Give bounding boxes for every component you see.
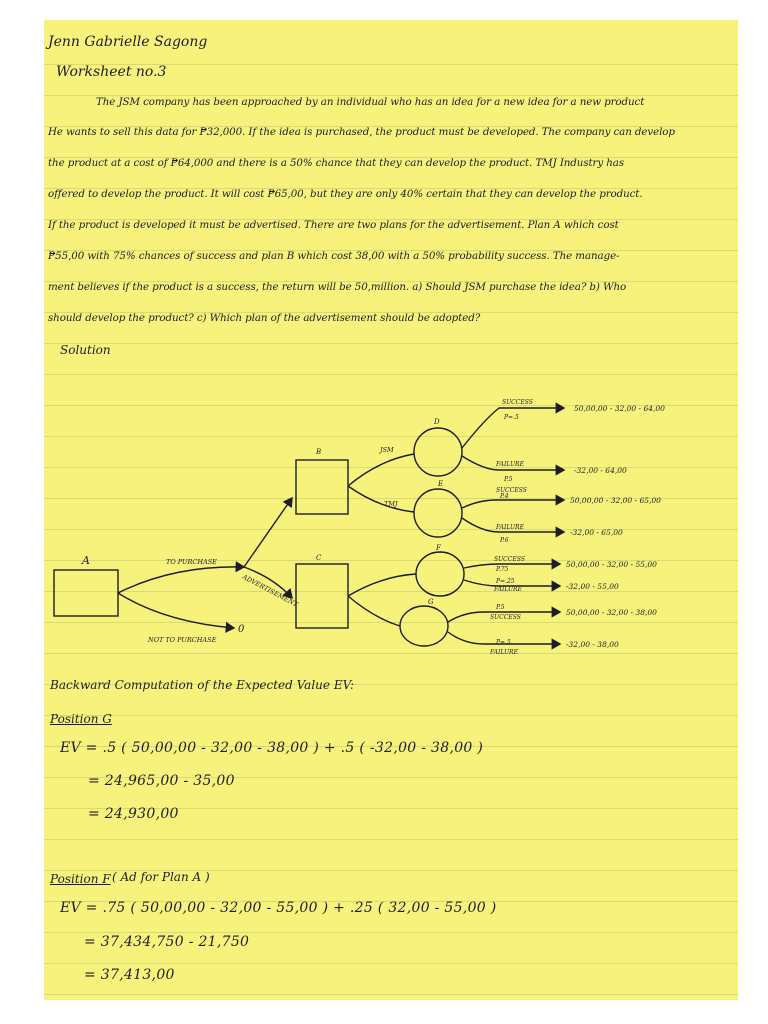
branch-label-not-purchase: NOT TO PURCHASE xyxy=(148,636,217,644)
problem-statement xyxy=(44,20,738,340)
position-g-heading: Position G xyxy=(50,712,112,726)
outcome-value: 50,00,00 - 32,00 - 55,00 xyxy=(566,560,657,569)
decision-tree xyxy=(44,360,738,656)
problem-line: offered to develop the product. It will cost ₱65,00, but they are only 40% certain that they can develop the product. xyxy=(48,188,643,200)
branch-not-purchase xyxy=(118,593,234,628)
problem-line: If the product is developed it must be advertised. There are two plans for the advertisement. Plan A which cost xyxy=(48,219,619,231)
chance-node-g xyxy=(400,606,448,646)
position-g-result: = 24,930,00 xyxy=(88,806,179,822)
decision-node-b xyxy=(296,460,348,514)
problem-line: He wants to sell this data for ₱32,000. If the idea is purchased, the product must be developed. The company can develop xyxy=(48,126,675,138)
outcome-prob: P.75 xyxy=(496,566,509,573)
node-label-a: A xyxy=(82,554,90,567)
outcome-label: FAILURE xyxy=(490,649,518,656)
computation-heading: Backward Computation of the Expected Value EV: xyxy=(50,678,355,692)
branch-to-g xyxy=(348,596,400,626)
branch-label-advertisement: ADVERTISEMENT xyxy=(241,572,300,609)
outcome-label: SUCCESS xyxy=(490,614,521,621)
problem-line: the product at a cost of ₱64,000 and there is a 50% chance that they can develop the product. TMJ Industry has xyxy=(48,157,625,169)
position-f-result: = 37,413,00 xyxy=(84,967,175,983)
node-label-e: E xyxy=(438,480,444,488)
position-g-line: = 24,965,00 - 35,00 xyxy=(88,773,235,789)
outcome-value: 50,00,00 - 32,00 - 64,00 xyxy=(574,404,665,413)
node-label-d: D xyxy=(434,418,440,426)
outcome-prob: P=.25 xyxy=(496,578,515,585)
decision-node-c xyxy=(296,564,348,628)
outcome-label: FAILURE xyxy=(496,524,524,531)
outcome-prob: P.5 xyxy=(496,604,505,611)
outcome-prob: P=.5 xyxy=(504,414,519,421)
node-label-g: G xyxy=(428,598,434,606)
notebook-page xyxy=(44,20,738,1000)
outcome-branch xyxy=(464,564,560,568)
outcome-value: 50,00,00 - 32,00 - 38,00 xyxy=(566,608,657,617)
outcome-label: SUCCESS xyxy=(502,399,533,406)
node-label-b: B xyxy=(316,448,322,456)
branch-label-jsm: JSM xyxy=(380,446,394,454)
chance-node-e xyxy=(414,489,462,537)
outcome-label: SUCCESS xyxy=(494,556,525,563)
outcome-label: FAILURE xyxy=(494,586,522,593)
branch-label-tmj: TMJ xyxy=(384,500,398,508)
problem-line: ment believes if the product is a success, the return will be 50,million. a) Should JSM purchase the idea? b) Who xyxy=(48,281,627,293)
outcome-value: -32,00 - 65,00 xyxy=(570,528,623,537)
position-f-line: EV = .75 ( 50,00,00 - 32,00 - 55,00 ) + .25 ( 32,00 - 55,00 ) xyxy=(60,900,497,916)
branch-jsm xyxy=(348,454,414,486)
branch-tmj xyxy=(348,486,414,512)
problem-line: The JSM company has been approached by an individual who has an idea for a new idea for a new product xyxy=(96,96,645,108)
outcome-value: -32,00 - 38,00 xyxy=(566,640,619,649)
outcome-label: SUCCESS xyxy=(496,487,527,494)
outcome-prob: P.5 xyxy=(504,476,513,483)
outcome-prob: P=.5 xyxy=(496,639,511,646)
branch-label-to-purchase: TO PURCHASE xyxy=(166,558,217,566)
position-g-line: EV = .5 ( 50,00,00 - 32,00 - 38,00 ) + .5 ( -32,00 - 38,00 ) xyxy=(60,740,484,756)
outcome-label: FAILURE xyxy=(496,461,524,468)
chance-node-f xyxy=(416,552,464,596)
decision-node-a xyxy=(54,570,118,616)
branch-to-f xyxy=(348,574,416,596)
outcome-branch xyxy=(462,500,564,508)
node-label-c: C xyxy=(316,554,322,562)
solution-label: Solution xyxy=(60,343,111,357)
end-node: 0 xyxy=(238,624,245,635)
outcome-value: -32,00 - 55,00 xyxy=(566,582,619,591)
position-f-heading: Position F xyxy=(50,872,111,886)
problem-line: should develop the product? c) Which plan of the advertisement should be adopted? xyxy=(48,312,481,324)
outcome-prob: P.6 xyxy=(500,537,509,544)
problem-line: ₱55,00 with 75% chances of success and plan B which cost 38,00 with a 50% probability success. The manage- xyxy=(48,250,620,262)
branch-to-purchase xyxy=(118,567,244,593)
author-name: Jenn Gabrielle Sagong xyxy=(48,34,208,50)
chance-node-d xyxy=(414,428,462,476)
position-f-note: ( Ad for Plan A ) xyxy=(112,870,210,884)
node-label-f: F xyxy=(436,544,441,552)
branch-to-b xyxy=(244,498,292,567)
worksheet-title: Worksheet no.3 xyxy=(56,64,167,80)
position-f-line: = 37,434,750 - 21,750 xyxy=(84,934,250,950)
outcome-value: -32,00 - 64,00 xyxy=(574,466,627,475)
outcome-prob: P.4 xyxy=(500,493,509,500)
outcome-value: 50,00,00 - 32,00 - 65,00 xyxy=(570,496,661,505)
